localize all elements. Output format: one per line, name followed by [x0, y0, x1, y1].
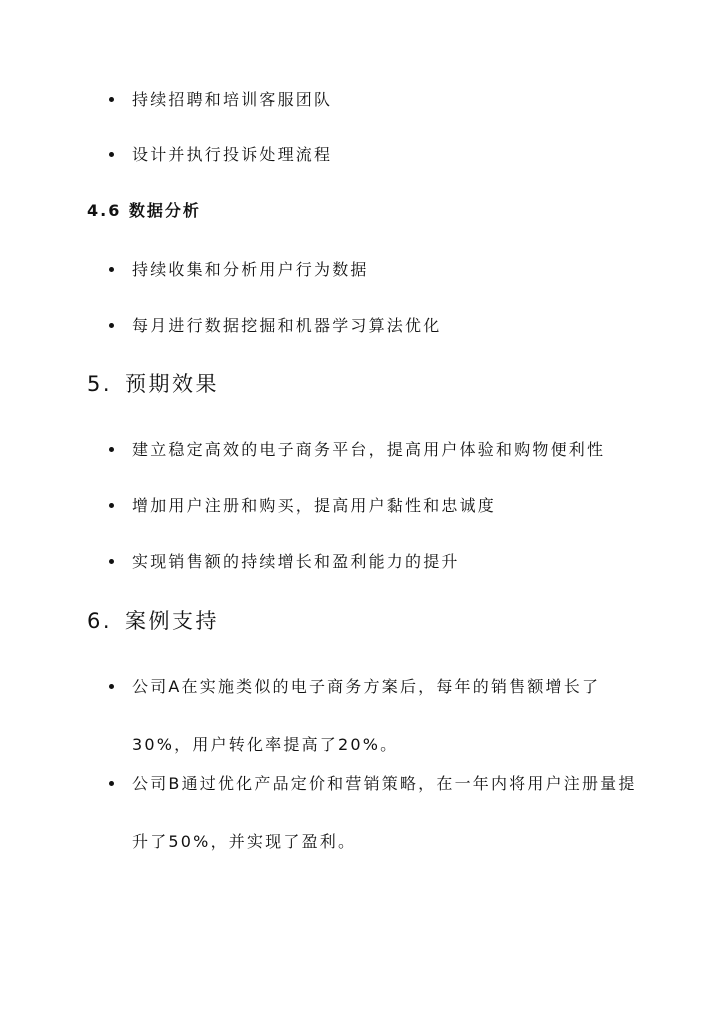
- section-title: 预期效果: [125, 372, 219, 396]
- list-item-text: 设计并执行投诉处理流程: [132, 145, 333, 164]
- bullet-dot: [109, 781, 114, 786]
- list-item: [110, 755, 650, 871]
- list-item: [110, 126, 650, 184]
- list-item-text: 公司A在实施类似的电子商务方案后，每年的销售额增长了30%，用户转化率提高了20%。: [132, 677, 601, 754]
- list-item: [110, 71, 650, 129]
- section-number: 6.: [87, 609, 113, 633]
- bullet-dot: [109, 559, 114, 564]
- section-number: 4.6: [87, 201, 122, 220]
- list-item: [110, 297, 650, 355]
- bullet-dot: [109, 152, 114, 157]
- section-title: 案例支持: [125, 609, 219, 633]
- list-item: [110, 533, 650, 591]
- list-item: [110, 241, 650, 299]
- section-title: 数据分析: [128, 201, 201, 220]
- list-item-text: 持续收集和分析用户行为数据: [132, 260, 369, 279]
- list-item-text: 建立稳定高效的电子商务平台，提高用户体验和购物便利性: [132, 440, 606, 459]
- section-heading-6: [87, 606, 219, 636]
- bullet-dot: [109, 267, 114, 272]
- section-number: 5.: [87, 372, 113, 396]
- list-item: [110, 477, 650, 535]
- list-item-text: 公司B通过优化产品定价和营销策略，在一年内将用户注册量提升了50%，并实现了盈利。: [132, 774, 637, 851]
- list-item: [110, 421, 650, 479]
- section-heading-5: [87, 369, 219, 399]
- list-item-text: 增加用户注册和购买，提高用户黏性和忠诚度: [132, 496, 497, 515]
- bullet-dot: [109, 447, 114, 452]
- list-item-text: 每月进行数据挖掘和机器学习算法优化: [132, 316, 442, 335]
- section-heading-4-6: [87, 199, 201, 223]
- bullet-dot: [109, 323, 114, 328]
- list-item-text: 持续招聘和培训客服团队: [132, 90, 333, 109]
- bullet-dot: [109, 97, 114, 102]
- list-item-text: 实现销售额的持续增长和盈利能力的提升: [132, 552, 460, 571]
- bullet-dot: [109, 503, 114, 508]
- bullet-dot: [109, 684, 114, 689]
